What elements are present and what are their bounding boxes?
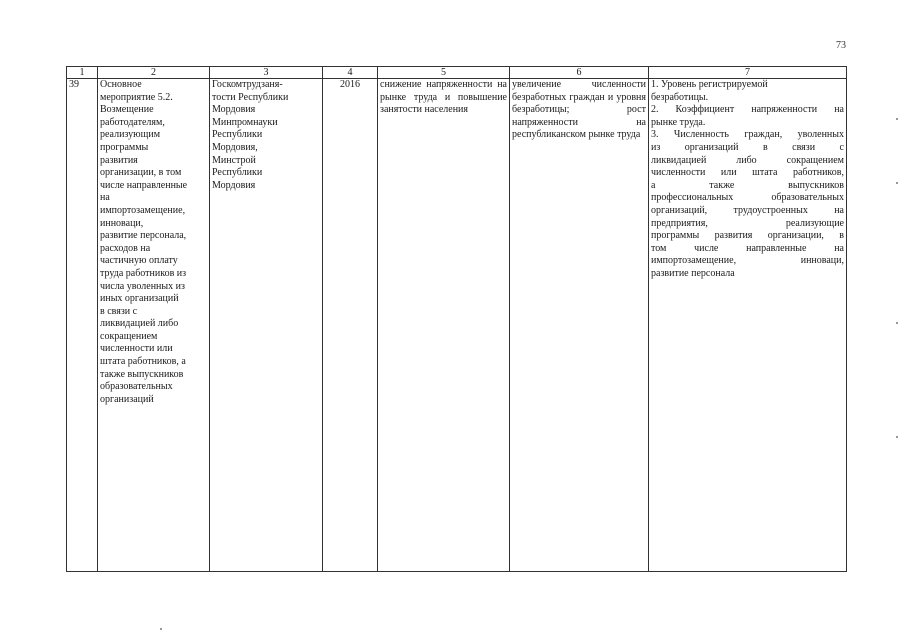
header-cell-6: 6	[510, 67, 649, 79]
page-number: 73	[836, 40, 846, 51]
indicators	[649, 79, 847, 572]
header-cell-1: 1	[67, 67, 98, 79]
responsible-executor: Госкомтрудзаня- тости Республики Мордовия Минпромнауки Республики Мордовия, Минстрой Республики Мордовия	[210, 79, 323, 572]
scan-speck	[160, 628, 162, 630]
year: 2016	[323, 79, 378, 572]
indicator-line: безработицы.	[651, 91, 709, 103]
header-cell-2: 2	[98, 67, 210, 79]
indicator-line: численности или штата работников,	[651, 167, 844, 179]
expected-result: снижение напряженности на рынке труда и повышение занятости населения	[378, 79, 510, 572]
indicator-line: рынке труда.	[651, 116, 706, 128]
header-cell-4: 4	[323, 67, 378, 79]
program-table	[66, 66, 847, 572]
header-row	[67, 67, 847, 79]
indicator-line: ликвидацией либо сокращением	[651, 154, 844, 166]
indicator-line: предприятия, реализующие	[651, 217, 844, 229]
scan-speck	[896, 322, 898, 324]
indicator-line: профессиональных образовательных	[651, 192, 844, 204]
measure-name: Основное мероприятие 5.2. Возмещение работодателям, реализующим программы развития организации, в том числе направленные на импортозамещение, инноваци, развитие персонала, расходов на частичную оплату труда работников из числа уволенных из иных организаций в связи с ликвидацией либо сокращением численности или штата работников, а также выпускников образовательных организаций	[98, 79, 210, 572]
consequences-of-non-implementation: увеличение численности безработных граждан и уровня безработицы; рост напряженности на республиканском рынке труда	[510, 79, 649, 572]
table-row	[67, 79, 847, 572]
scan-speck	[896, 436, 898, 438]
indicator-line: 1. Уровень регистрируемой	[651, 79, 768, 90]
indicator-line: программы развития организации, в	[651, 230, 844, 242]
indicator-line: 3. Численность граждан, уволенных	[651, 129, 844, 141]
scan-speck	[896, 182, 898, 184]
indicator-line: из организаций в связи с	[651, 141, 844, 153]
indicator-line: том числе направленные на	[651, 242, 844, 254]
indicator-line: развитие персонала	[651, 267, 735, 279]
indicator-line: организаций, трудоустроенных на	[651, 204, 844, 216]
indicator-line: а также выпускников	[651, 179, 844, 191]
indicator-line: импортозамещение, инноваци,	[651, 255, 844, 267]
header-cell-5: 5	[378, 67, 510, 79]
indicator-line: 2. Коэффициент напряженности на	[651, 104, 844, 116]
scan-speck	[896, 118, 898, 120]
row-number: 39	[67, 79, 98, 572]
header-cell-7: 7	[649, 67, 847, 79]
header-cell-3: 3	[210, 67, 323, 79]
